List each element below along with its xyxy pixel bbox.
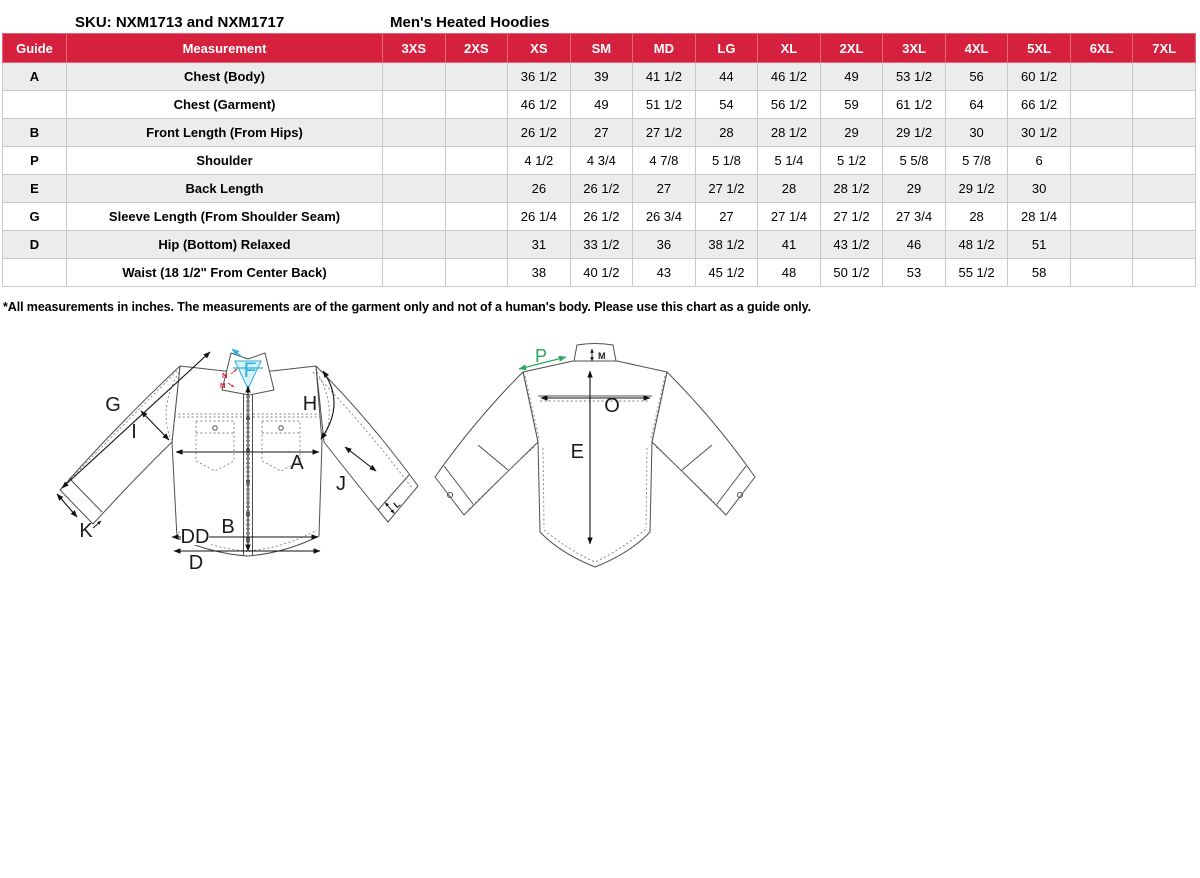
measurement-cell: Chest (Garment)	[67, 91, 383, 119]
value-cell: 5 7/8	[945, 147, 1008, 175]
value-cell: 27 1/4	[758, 203, 821, 231]
column-header-md: MD	[633, 34, 696, 63]
value-cell: 43	[633, 259, 696, 287]
column-header-xl: XL	[758, 34, 821, 63]
value-cell: 4 7/8	[633, 147, 696, 175]
column-header-guide: Guide	[3, 34, 67, 63]
table-row	[3, 203, 1196, 231]
column-header-xs: XS	[508, 34, 571, 63]
value-cell: 55 1/2	[945, 259, 1008, 287]
front-label-a: A	[290, 452, 304, 474]
value-cell	[383, 259, 446, 287]
value-cell	[1070, 259, 1133, 287]
value-cell	[445, 203, 508, 231]
value-cell	[1133, 259, 1196, 287]
column-header-2xl: 2XL	[820, 34, 883, 63]
sku-label: SKU: NXM1713 and NXM1717	[75, 14, 285, 31]
value-cell: 53 1/2	[883, 63, 946, 91]
value-cell: 51	[1008, 231, 1071, 259]
value-cell	[1133, 175, 1196, 203]
value-cell: 26 1/2	[508, 119, 571, 147]
front-right-sleeve	[316, 366, 418, 522]
value-cell	[383, 63, 446, 91]
value-cell: 56	[945, 63, 1008, 91]
front-label-n2: N	[220, 381, 226, 390]
value-cell: 29 1/2	[945, 175, 1008, 203]
value-cell: 5 1/8	[695, 147, 758, 175]
size-table-body	[3, 63, 1196, 287]
value-cell	[383, 91, 446, 119]
value-cell: 36 1/2	[508, 63, 571, 91]
column-header-2xs: 2XS	[445, 34, 508, 63]
value-cell: 33 1/2	[570, 231, 633, 259]
value-cell	[1133, 231, 1196, 259]
value-cell: 26	[508, 175, 571, 203]
value-cell: 26 1/2	[570, 203, 633, 231]
guide-cell	[3, 91, 67, 119]
value-cell: 61 1/2	[883, 91, 946, 119]
value-cell: 5 5/8	[883, 147, 946, 175]
measurement-cell: Sleeve Length (From Shoulder Seam)	[67, 203, 383, 231]
measurement-cell: Chest (Body)	[67, 63, 383, 91]
value-cell	[1070, 119, 1133, 147]
value-cell: 38	[508, 259, 571, 287]
value-cell: 27 1/2	[695, 175, 758, 203]
back-right-sleeve	[652, 372, 755, 515]
value-cell: 41	[758, 231, 821, 259]
value-cell: 43 1/2	[820, 231, 883, 259]
value-cell: 27 1/2	[820, 203, 883, 231]
value-cell	[383, 175, 446, 203]
table-row	[3, 91, 1196, 119]
guide-cell: E	[3, 175, 67, 203]
value-cell: 5 1/2	[820, 147, 883, 175]
back-label-m: M	[598, 351, 606, 361]
measurement-cell: Front Length (From Hips)	[67, 119, 383, 147]
front-label-h: H	[302, 393, 318, 415]
value-cell	[445, 63, 508, 91]
table-row	[3, 147, 1196, 175]
value-cell	[1070, 175, 1133, 203]
value-cell: 26 3/4	[633, 203, 696, 231]
front-label-b: B	[221, 516, 235, 538]
value-cell: 29	[883, 175, 946, 203]
table-row	[3, 63, 1196, 91]
value-cell: 27	[633, 175, 696, 203]
front-label-j: J	[336, 473, 346, 495]
front-view-diagram	[57, 349, 418, 574]
column-header-lg: LG	[695, 34, 758, 63]
value-cell: 60 1/2	[1008, 63, 1071, 91]
value-cell	[1070, 63, 1133, 91]
front-label-dd: DD	[180, 526, 210, 548]
value-cell: 54	[695, 91, 758, 119]
value-cell: 31	[508, 231, 571, 259]
measurement-cell: Hip (Bottom) Relaxed	[67, 231, 383, 259]
value-cell: 30	[945, 119, 1008, 147]
garment-diagrams	[40, 338, 780, 588]
value-cell: 28	[758, 175, 821, 203]
value-cell	[1133, 147, 1196, 175]
value-cell	[445, 119, 508, 147]
value-cell: 27 3/4	[883, 203, 946, 231]
value-cell	[1070, 203, 1133, 231]
value-cell: 50 1/2	[820, 259, 883, 287]
value-cell: 49	[570, 91, 633, 119]
column-header-3xl: 3XL	[883, 34, 946, 63]
value-cell: 26 1/2	[570, 175, 633, 203]
guide-cell: A	[3, 63, 67, 91]
back-body-outline	[523, 361, 667, 567]
front-label-g: G	[105, 394, 121, 416]
column-header-3xs: 3XS	[383, 34, 446, 63]
column-header-7xl: 7XL	[1133, 34, 1196, 63]
guide-cell: B	[3, 119, 67, 147]
value-cell	[445, 91, 508, 119]
value-cell: 48	[758, 259, 821, 287]
value-cell: 30 1/2	[1008, 119, 1071, 147]
front-label-n1: N	[222, 371, 228, 380]
value-cell	[1070, 91, 1133, 119]
measurement-cell: Waist (18 1/2" From Center Back)	[67, 259, 383, 287]
column-header-measurement: Measurement	[67, 34, 383, 63]
value-cell: 39	[570, 63, 633, 91]
back-collar-stand	[574, 344, 616, 362]
column-header-6xl: 6XL	[1070, 34, 1133, 63]
value-cell: 64	[945, 91, 1008, 119]
table-row	[3, 119, 1196, 147]
front-label-l: L	[391, 498, 403, 511]
value-cell	[1070, 231, 1133, 259]
table-row	[3, 175, 1196, 203]
value-cell	[383, 203, 446, 231]
table-row	[3, 231, 1196, 259]
value-cell: 28 1/4	[1008, 203, 1071, 231]
value-cell: 59	[820, 91, 883, 119]
front-left-sleeve	[60, 366, 180, 524]
value-cell	[1133, 91, 1196, 119]
back-label-p: P	[534, 346, 548, 366]
back-view-diagram	[435, 344, 755, 568]
value-cell: 53	[883, 259, 946, 287]
measurement-cell: Shoulder	[67, 147, 383, 175]
value-cell: 46	[883, 231, 946, 259]
measurement-cell: Back Length	[67, 175, 383, 203]
value-cell: 30	[1008, 175, 1071, 203]
column-header-4xl: 4XL	[945, 34, 1008, 63]
value-cell	[1070, 147, 1133, 175]
front-label-i: I	[131, 421, 137, 443]
value-cell	[445, 147, 508, 175]
value-cell: 4 1/2	[508, 147, 571, 175]
value-cell: 49	[820, 63, 883, 91]
value-cell: 27	[570, 119, 633, 147]
value-cell: 28	[695, 119, 758, 147]
front-label-d: D	[188, 552, 204, 574]
value-cell: 6	[1008, 147, 1071, 175]
value-cell: 5 1/4	[758, 147, 821, 175]
guide-cell	[3, 259, 67, 287]
value-cell: 36	[633, 231, 696, 259]
value-cell	[383, 119, 446, 147]
value-cell	[383, 147, 446, 175]
value-cell: 27	[695, 203, 758, 231]
back-left-sleeve	[435, 372, 538, 515]
value-cell: 56 1/2	[758, 91, 821, 119]
value-cell: 46 1/2	[758, 63, 821, 91]
value-cell: 41 1/2	[633, 63, 696, 91]
value-cell	[445, 175, 508, 203]
value-cell: 58	[1008, 259, 1071, 287]
size-table	[2, 33, 1196, 287]
column-header-5xl: 5XL	[1008, 34, 1071, 63]
value-cell: 48 1/2	[945, 231, 1008, 259]
back-label-o: O	[604, 395, 620, 417]
table-row	[3, 259, 1196, 287]
value-cell	[1133, 203, 1196, 231]
value-cell: 29 1/2	[883, 119, 946, 147]
value-cell: 28 1/2	[758, 119, 821, 147]
value-cell: 44	[695, 63, 758, 91]
value-cell: 28	[945, 203, 1008, 231]
value-cell	[445, 231, 508, 259]
value-cell: 38 1/2	[695, 231, 758, 259]
value-cell: 29	[820, 119, 883, 147]
value-cell: 45 1/2	[695, 259, 758, 287]
guide-cell: D	[3, 231, 67, 259]
front-label-k: K	[79, 520, 93, 542]
value-cell: 28 1/2	[820, 175, 883, 203]
value-cell	[1133, 63, 1196, 91]
size-table-header-row	[3, 34, 1196, 63]
guide-cell: G	[3, 203, 67, 231]
value-cell	[445, 259, 508, 287]
column-header-sm: SM	[570, 34, 633, 63]
value-cell	[383, 231, 446, 259]
value-cell: 4 3/4	[570, 147, 633, 175]
value-cell: 40 1/2	[570, 259, 633, 287]
value-cell: 27 1/2	[633, 119, 696, 147]
value-cell	[1133, 119, 1196, 147]
guide-cell: P	[3, 147, 67, 175]
value-cell: 26 1/4	[508, 203, 571, 231]
value-cell: 46 1/2	[508, 91, 571, 119]
front-label-f: F	[243, 359, 257, 382]
footnote: *All measurements in inches. The measurements are of the garment only and not of a human's body. Please use this chart as a guide only.	[3, 300, 811, 314]
value-cell: 51 1/2	[633, 91, 696, 119]
value-cell: 66 1/2	[1008, 91, 1071, 119]
product-title: Men's Heated Hoodies	[390, 14, 550, 31]
back-label-e: E	[570, 441, 584, 463]
